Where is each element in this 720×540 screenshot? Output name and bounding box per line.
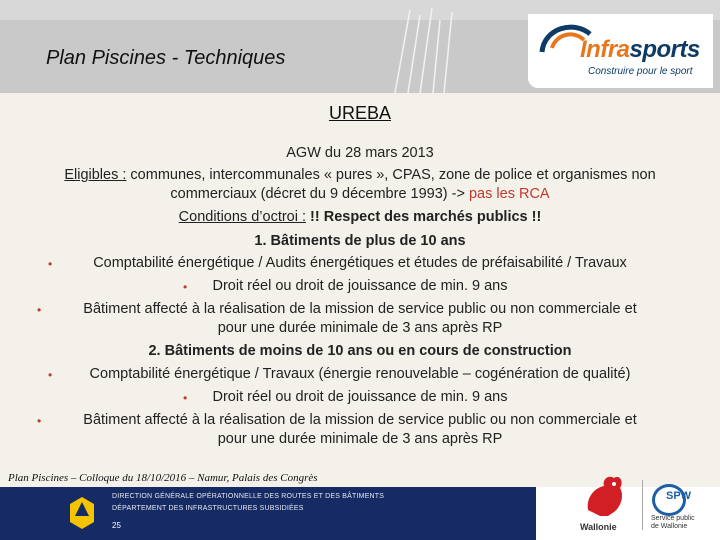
s2-bullet-1: Comptabilité énergétique / Travaux (énergie renouvelable – cogénération de qualité): [89, 366, 631, 382]
eligibles-exclusion: pas les RCA: [464, 186, 550, 202]
page-title: Plan Piscines - Techniques: [46, 47, 286, 69]
footer-dept-2: DÉPARTEMENT DES INFRASTRUCTURES SUBSIDIÉES: [112, 505, 304, 512]
section-1-title: 1. Bâtiments de plus de 10 ans: [254, 233, 466, 249]
logo-wordmark: [580, 36, 700, 64]
infrasports-logo: [528, 14, 713, 88]
slide-content: [0, 95, 720, 460]
spw-sub-line-2: de Wallonie: [651, 523, 688, 530]
bullet: •: [37, 303, 42, 317]
s2-bullet-3b: pour une durée minimale de 3 ans après RP: [217, 431, 503, 447]
wallonie-rooster-icon: [580, 470, 628, 520]
s2-bullet-3a: Bâtiment affecté à la réalisation de la mission de service public ou non commerciale et: [83, 412, 637, 428]
spw-subtitle: [651, 515, 695, 531]
bullet: •: [37, 414, 42, 428]
conditions-text: !! Respect des marchés publics !!: [306, 209, 542, 225]
s1-bullet-3a: Bâtiment affecté à la réalisation de la mission de service public ou non commerciale et: [83, 301, 637, 317]
conditions-label: Conditions d’octroi :: [178, 209, 307, 225]
eligibles-text-2: commerciaux (décret du 9 décembre 1993) ->: [170, 186, 465, 202]
page-number: 25: [112, 521, 121, 530]
logo-prefix: Infra: [580, 36, 630, 63]
eligibles-label: Eligibles :: [64, 167, 127, 183]
s1-bullet-3b: pour une durée minimale de 3 ans après RP: [217, 320, 503, 336]
logo-suffix: sports: [629, 36, 700, 63]
agw-line: AGW du 28 mars 2013: [286, 145, 434, 161]
logo-tagline: Construire pour le sport: [588, 66, 693, 77]
bullet: •: [183, 391, 188, 405]
s2-bullet-2: Droit réel ou droit de jouissance de min. 9 ans: [212, 389, 508, 405]
conditions-line: [0, 209, 720, 225]
footer-dept-1: DIRECTION GÉNÉRALE OPÉRATIONNELLE DES ROUTES ET DES BÂTIMENTS: [112, 493, 385, 500]
eligibles-line-2: [0, 186, 720, 202]
eligibles-line: [0, 167, 720, 183]
eligibles-text: communes, intercommunales « pures », CPAS, zone de police et organismes non: [126, 167, 656, 183]
footer-divider: [642, 480, 643, 530]
wallonie-label: Wallonie: [580, 522, 617, 532]
spw-label: SPW: [666, 490, 692, 502]
section-2-title: 2. Bâtiments de moins de 10 ans ou en cours de construction: [148, 343, 572, 359]
s1-bullet-2: Droit réel ou droit de jouissance de min. 9 ans: [212, 278, 508, 294]
bullet: •: [183, 280, 188, 294]
footer-note: Plan Piscines – Colloque du 18/10/2016 – Namur, Palais des Congrès: [8, 472, 318, 484]
bullet: •: [48, 257, 53, 271]
bullet: •: [48, 368, 53, 382]
spw-sub-line-1: Service public: [651, 515, 695, 522]
s1-bullet-1: Comptabilité énergétique / Audits énergétiques et études de préfaisabilité / Travaux: [93, 255, 627, 271]
section-heading: UREBA: [328, 103, 391, 123]
dgo1-badge-icon: [69, 496, 95, 530]
